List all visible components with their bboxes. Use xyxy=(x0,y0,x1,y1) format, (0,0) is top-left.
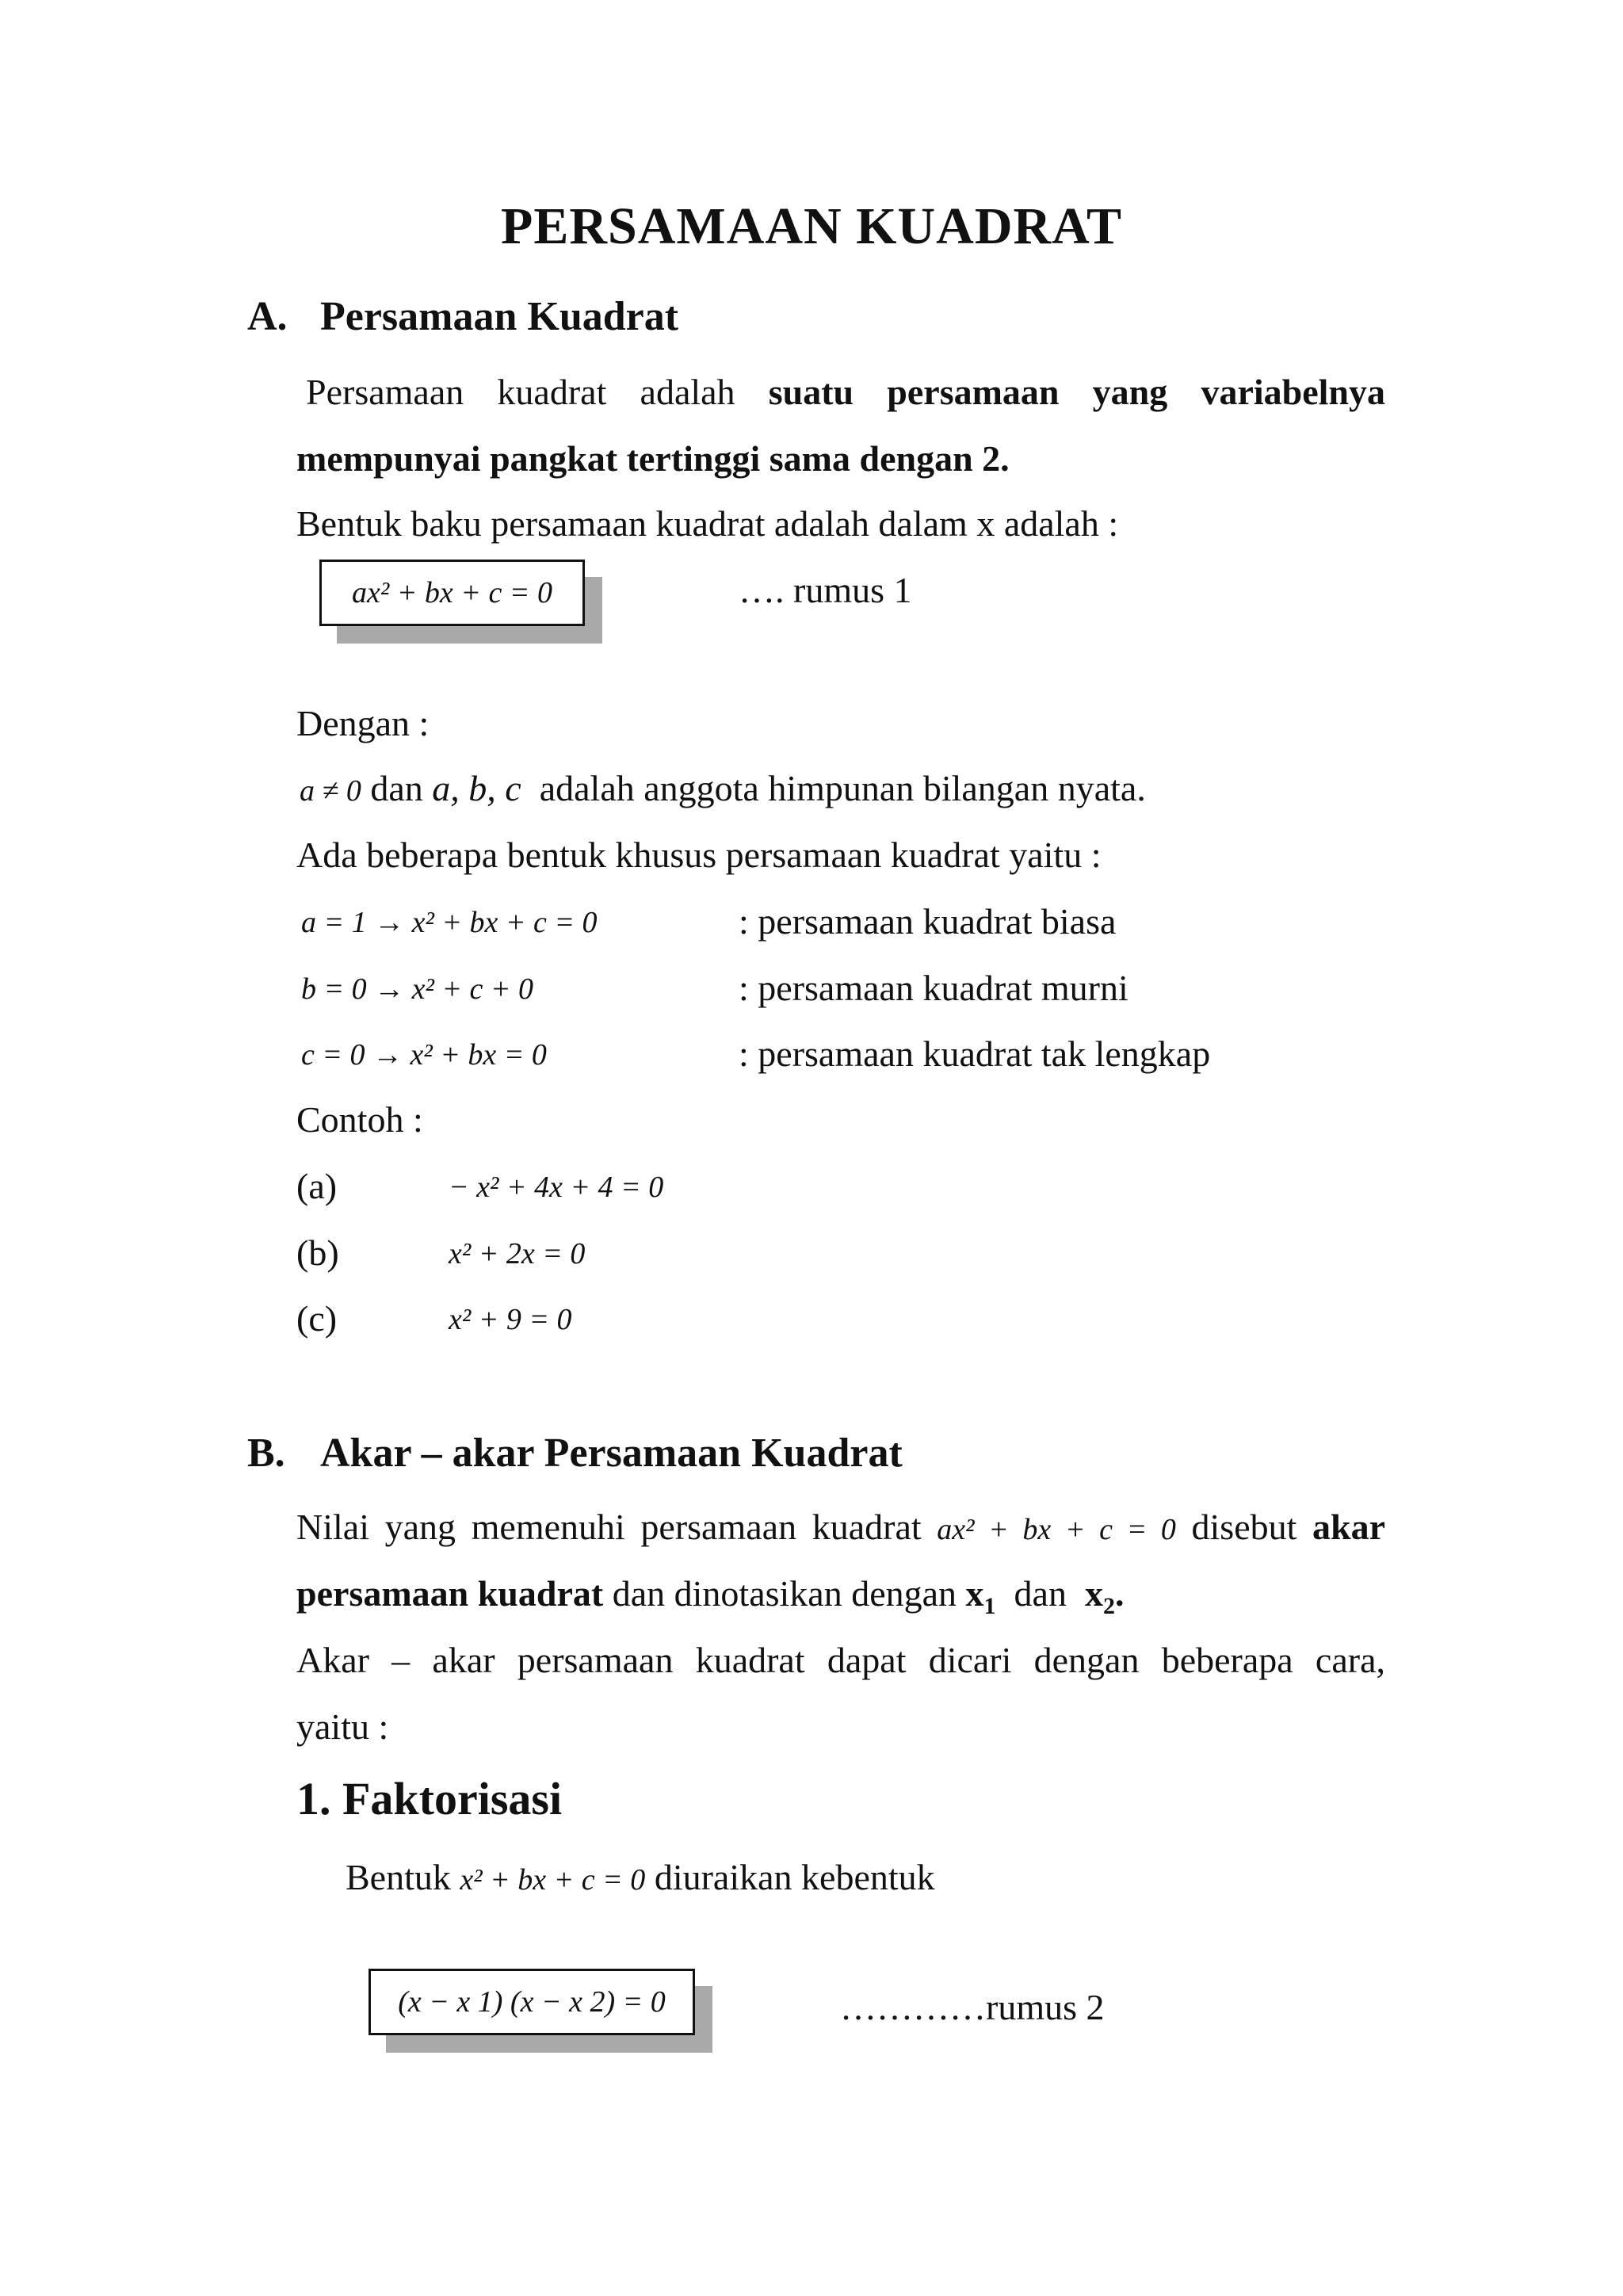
section-a-heading xyxy=(247,293,678,340)
bentuk-line xyxy=(346,1859,935,1896)
formula-2: (x − x 1) (x − x 2) = 0 xyxy=(398,1985,666,2019)
roots-line-1 xyxy=(296,1509,1385,1545)
rumus-2-label: …………rumus 2 xyxy=(840,1987,1105,2027)
x1-subscript: 1 xyxy=(983,1593,996,1620)
definition-line-1 xyxy=(306,374,1385,411)
section-a-number: A. xyxy=(247,294,288,339)
formula-1: ax² + bx + c = 0 xyxy=(352,576,552,609)
contoh-label: Contoh : xyxy=(296,1099,423,1140)
roots-text-1: Nilai yang memenuhi persamaan kuadrat xyxy=(296,1507,922,1547)
example-eq-a: − x² + 4x + 4 = 0 xyxy=(449,1171,664,1204)
roots-bold-text: persamaan kuadrat xyxy=(296,1573,604,1614)
roots-akar: akar xyxy=(1312,1507,1386,1547)
special-desc-2: : persamaan kuadrat murni xyxy=(739,968,1128,1008)
special-forms-intro: Ada beberapa bentuk khusus persamaan kuadrat yaitu : xyxy=(296,835,1102,875)
page-title: PERSAMAAN KUADRAT xyxy=(501,197,1122,255)
methods-line-1: Akar – akar persamaan kuadrat dapat dicari dengan beberapa cara, xyxy=(296,1640,1385,1680)
example-label-c: (c) xyxy=(296,1298,338,1339)
x1-symbol: x xyxy=(965,1573,984,1614)
special-desc-1: : persamaan kuadrat biasa xyxy=(739,901,1117,942)
example-label-a: (a) xyxy=(296,1166,338,1206)
special-desc-3: : persamaan kuadrat tak lengkap xyxy=(739,1033,1211,1074)
roots-dan: dan xyxy=(1014,1573,1067,1614)
roots-line-2 xyxy=(296,1573,1125,1620)
example-label-b: (b) xyxy=(296,1232,339,1273)
standard-form-text: Bentuk baku persamaan kuadrat adalah dalam x adalah : xyxy=(296,503,1119,544)
special-eq-2: b = 0 → x² + c + 0 xyxy=(301,972,534,1006)
x2-subscript: 2 xyxy=(1102,1593,1115,1620)
section-a-title: Persamaan Kuadrat xyxy=(320,294,679,339)
condition-dan: dan xyxy=(370,768,423,808)
definition-bold-text-2: mempunyai pangkat tertinggi sama dengan 2. xyxy=(296,438,1010,479)
section-b-heading xyxy=(247,1430,903,1477)
example-eq-b: x² + 2x = 0 xyxy=(449,1237,586,1270)
special-eq-1: a = 1 → x² + bx + c = 0 xyxy=(301,906,598,939)
condition-math: a ≠ 0 xyxy=(300,774,361,808)
condition-line xyxy=(300,770,1146,807)
dengan-label: Dengan : xyxy=(296,703,430,743)
bentuk-eq: x² + bx + c = 0 xyxy=(460,1863,646,1897)
definition-normal-text: Persamaan kuadrat adalah xyxy=(306,372,735,412)
bentuk-text: Bentuk xyxy=(346,1857,451,1897)
example-eq-c: x² + 9 = 0 xyxy=(449,1303,572,1336)
faktorisasi-heading: 1. Faktorisasi xyxy=(296,1773,563,1824)
methods-line-2: yaitu : xyxy=(296,1706,389,1747)
definition-line-2 xyxy=(296,438,1010,479)
rumus-1-label: …. rumus 1 xyxy=(739,570,912,610)
x2-symbol: x xyxy=(1084,1573,1103,1614)
special-eq-3: c = 0 → x² + bx = 0 xyxy=(301,1038,547,1072)
condition-vars: a, b, c xyxy=(432,768,521,808)
roots-notation-text: dan dinotasikan dengan xyxy=(612,1573,957,1614)
condition-text: adalah anggota himpunan bilangan nyata. xyxy=(539,768,1146,808)
bentuk-end-text: diuraikan kebentuk xyxy=(654,1857,935,1897)
roots-eq: ax² + bx + c = 0 xyxy=(937,1513,1176,1546)
x2-period: . xyxy=(1114,1573,1125,1614)
roots-disebut: disebut xyxy=(1191,1507,1297,1547)
definition-bold-text: suatu persamaan yang variabelnya xyxy=(768,372,1385,412)
section-b-title: Akar – akar Persamaan Kuadrat xyxy=(320,1431,903,1476)
section-b-number: B. xyxy=(247,1431,285,1476)
